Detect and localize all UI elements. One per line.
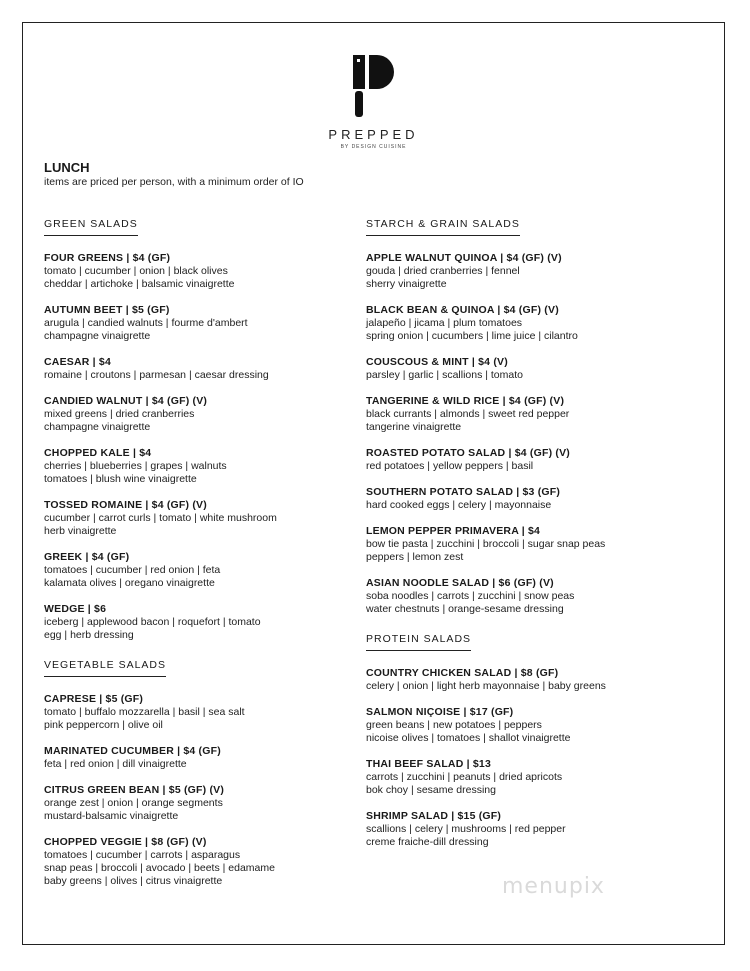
item-description: bow tie pasta | zucchini | broccoli | sugar snap peas peppers | lemon zest [366,538,606,563]
item-name: TOSSED ROMAINE | $4 (GF) (V) [44,499,207,511]
item-name: WEDGE | $6 [44,603,107,615]
item-name: SALMON NIÇOISE | $17 (GF) [366,706,514,718]
item-name: ASIAN NOODLE SALAD | $6 (GF) (V) [366,577,554,589]
item-description: cucumber | carrot curls | tomato | white mushroom herb vinaigrette [44,512,277,537]
menu-item [366,810,696,849]
menu-item [366,252,696,291]
item-description: arugula | candied walnuts | fourme d'ambert champagne vinaigrette [44,317,248,342]
menu-item [44,693,344,732]
item-description: soba noodles | carrots | zucchini | snow peas water chestnuts | orange-sesame dressing [366,590,575,615]
item-description: romaine | croutons | parmesan | caesar dressing [44,369,269,381]
item-name: SOUTHERN POTATO SALAD | $3 (GF) [366,486,561,498]
item-name: GREEK | $4 (GF) [44,551,130,563]
item-description: carrots | zucchini | peanuts | dried apricots bok choy | sesame dressing [366,771,563,796]
item-name: LEMON PEPPER PRIMAVERA | $4 [366,525,541,537]
item-description: black currants | almonds | sweet red pepper tangerine vinaigrette [366,408,570,433]
item-description: tomato | buffalo mozzarella | basil | sea salt pink peppercorn | olive oil [44,706,245,731]
item-description: scallions | celery | mushrooms | red pepper creme fraiche-dill dressing [366,823,566,848]
item-description: feta | red onion | dill vinaigrette [44,758,187,770]
item-name: FOUR GREENS | $4 (GF) [44,252,171,264]
item-name: COUNTRY CHICKEN SALAD | $8 (GF) [366,667,559,679]
menu-section [44,214,344,642]
menu-item [366,577,696,616]
page-subtitle: items are priced per person, with a minimum order of IO [44,176,304,188]
item-name: AUTUMN BEET | $5 (GF) [44,304,170,316]
item-name: CAESAR | $4 [44,356,111,368]
menu-item [44,603,344,642]
item-name: CANDIED WALNUT | $4 (GF) (V) [44,395,208,407]
right-column [366,214,696,862]
section-title: GREEN SALADS [44,218,138,236]
menu-item [44,304,344,343]
item-description: celery | onion | light herb mayonnaise | baby greens [366,680,606,692]
item-description: tomato | cucumber | onion | black olives cheddar | artichoke | balsamic vinaigrette [44,265,235,290]
item-description: red potatoes | yellow peppers | basil [366,460,534,472]
page-title: LUNCH [44,160,90,175]
menu-item [366,486,696,512]
menu-item [44,745,344,771]
brand-tagline: BY DESIGN CUISINE [340,144,407,150]
menu-item [366,447,696,473]
left-column [44,214,344,901]
item-name: CAPRESE | $5 (GF) [44,693,144,705]
item-description: tomatoes | cucumber | carrots | asparagus snap peas | broccoli | avocado | beets | edamame baby greens | olives | citrus vinaigrette [44,849,275,887]
brand-name: PREPPED [328,127,419,142]
item-name: CHOPPED KALE | $4 [44,447,152,459]
item-description: tomatoes | cucumber | red onion | feta kalamata olives | oregano vinaigrette [44,564,221,589]
menu-item [366,395,696,434]
section-title: VEGETABLE SALADS [44,659,166,677]
section-title: STARCH & GRAIN SALADS [366,218,520,236]
item-name: COUSCOUS & MINT | $4 (V) [366,356,508,368]
item-name: MARINATED CUCUMBER | $4 (GF) [44,745,221,757]
menu-section [44,655,344,888]
item-name: CITRUS GREEN BEAN | $5 (GF) (V) [44,784,225,796]
prepped-logo-icon [349,53,399,117]
item-description: cherries | blueberries | grapes | walnuts tomatoes | blush wine vinaigrette [44,460,227,485]
watermark: menupix [502,874,605,899]
item-description: parsley | garlic | scallions | tomato [366,369,523,381]
menu-item [44,499,344,538]
item-description: orange zest | onion | orange segments mustard-balsamic vinaigrette [44,797,223,822]
item-name: SHRIMP SALAD | $15 (GF) [366,810,502,822]
item-name: ROASTED POTATO SALAD | $4 (GF) (V) [366,447,570,459]
menu-item [44,356,344,382]
menu-section [366,629,696,849]
item-description: gouda | dried cranberries | fennel sherry vinaigrette [366,265,520,290]
item-name: THAI BEEF SALAD | $13 [366,758,491,770]
menu-item [44,447,344,486]
section-title: PROTEIN SALADS [366,633,471,651]
item-name: TANGERINE & WILD RICE | $4 (GF) (V) [366,395,565,407]
menu-item [366,667,696,693]
menu-item [44,395,344,434]
menu-item [366,758,696,797]
menu-item [44,836,344,888]
menu-item [366,304,696,343]
item-name: APPLE WALNUT QUINOA | $4 (GF) (V) [366,252,562,264]
item-description: green beans | new potatoes | peppers nicoise olives | tomatoes | shallot vinaigrette [366,719,571,744]
item-description: mixed greens | dried cranberries champagne vinaigrette [44,408,195,433]
menu-section [366,214,696,616]
menu-item [44,784,344,823]
menu-item [366,356,696,382]
menu-item [44,551,344,590]
menu-item [366,525,696,564]
menu-item [366,706,696,745]
menu-item [44,252,344,291]
item-description: jalapeño | jicama | plum tomatoes spring onion | cucumbers | lime juice | cilantro [366,317,578,342]
item-description: iceberg | applewood bacon | roquefort | tomato egg | herb dressing [44,616,261,641]
item-description: hard cooked eggs | celery | mayonnaise [366,499,552,511]
item-name: CHOPPED VEGGIE | $8 (GF) (V) [44,836,207,848]
item-name: BLACK BEAN & QUINOA | $4 (GF) (V) [366,304,559,316]
logo [23,53,724,150]
